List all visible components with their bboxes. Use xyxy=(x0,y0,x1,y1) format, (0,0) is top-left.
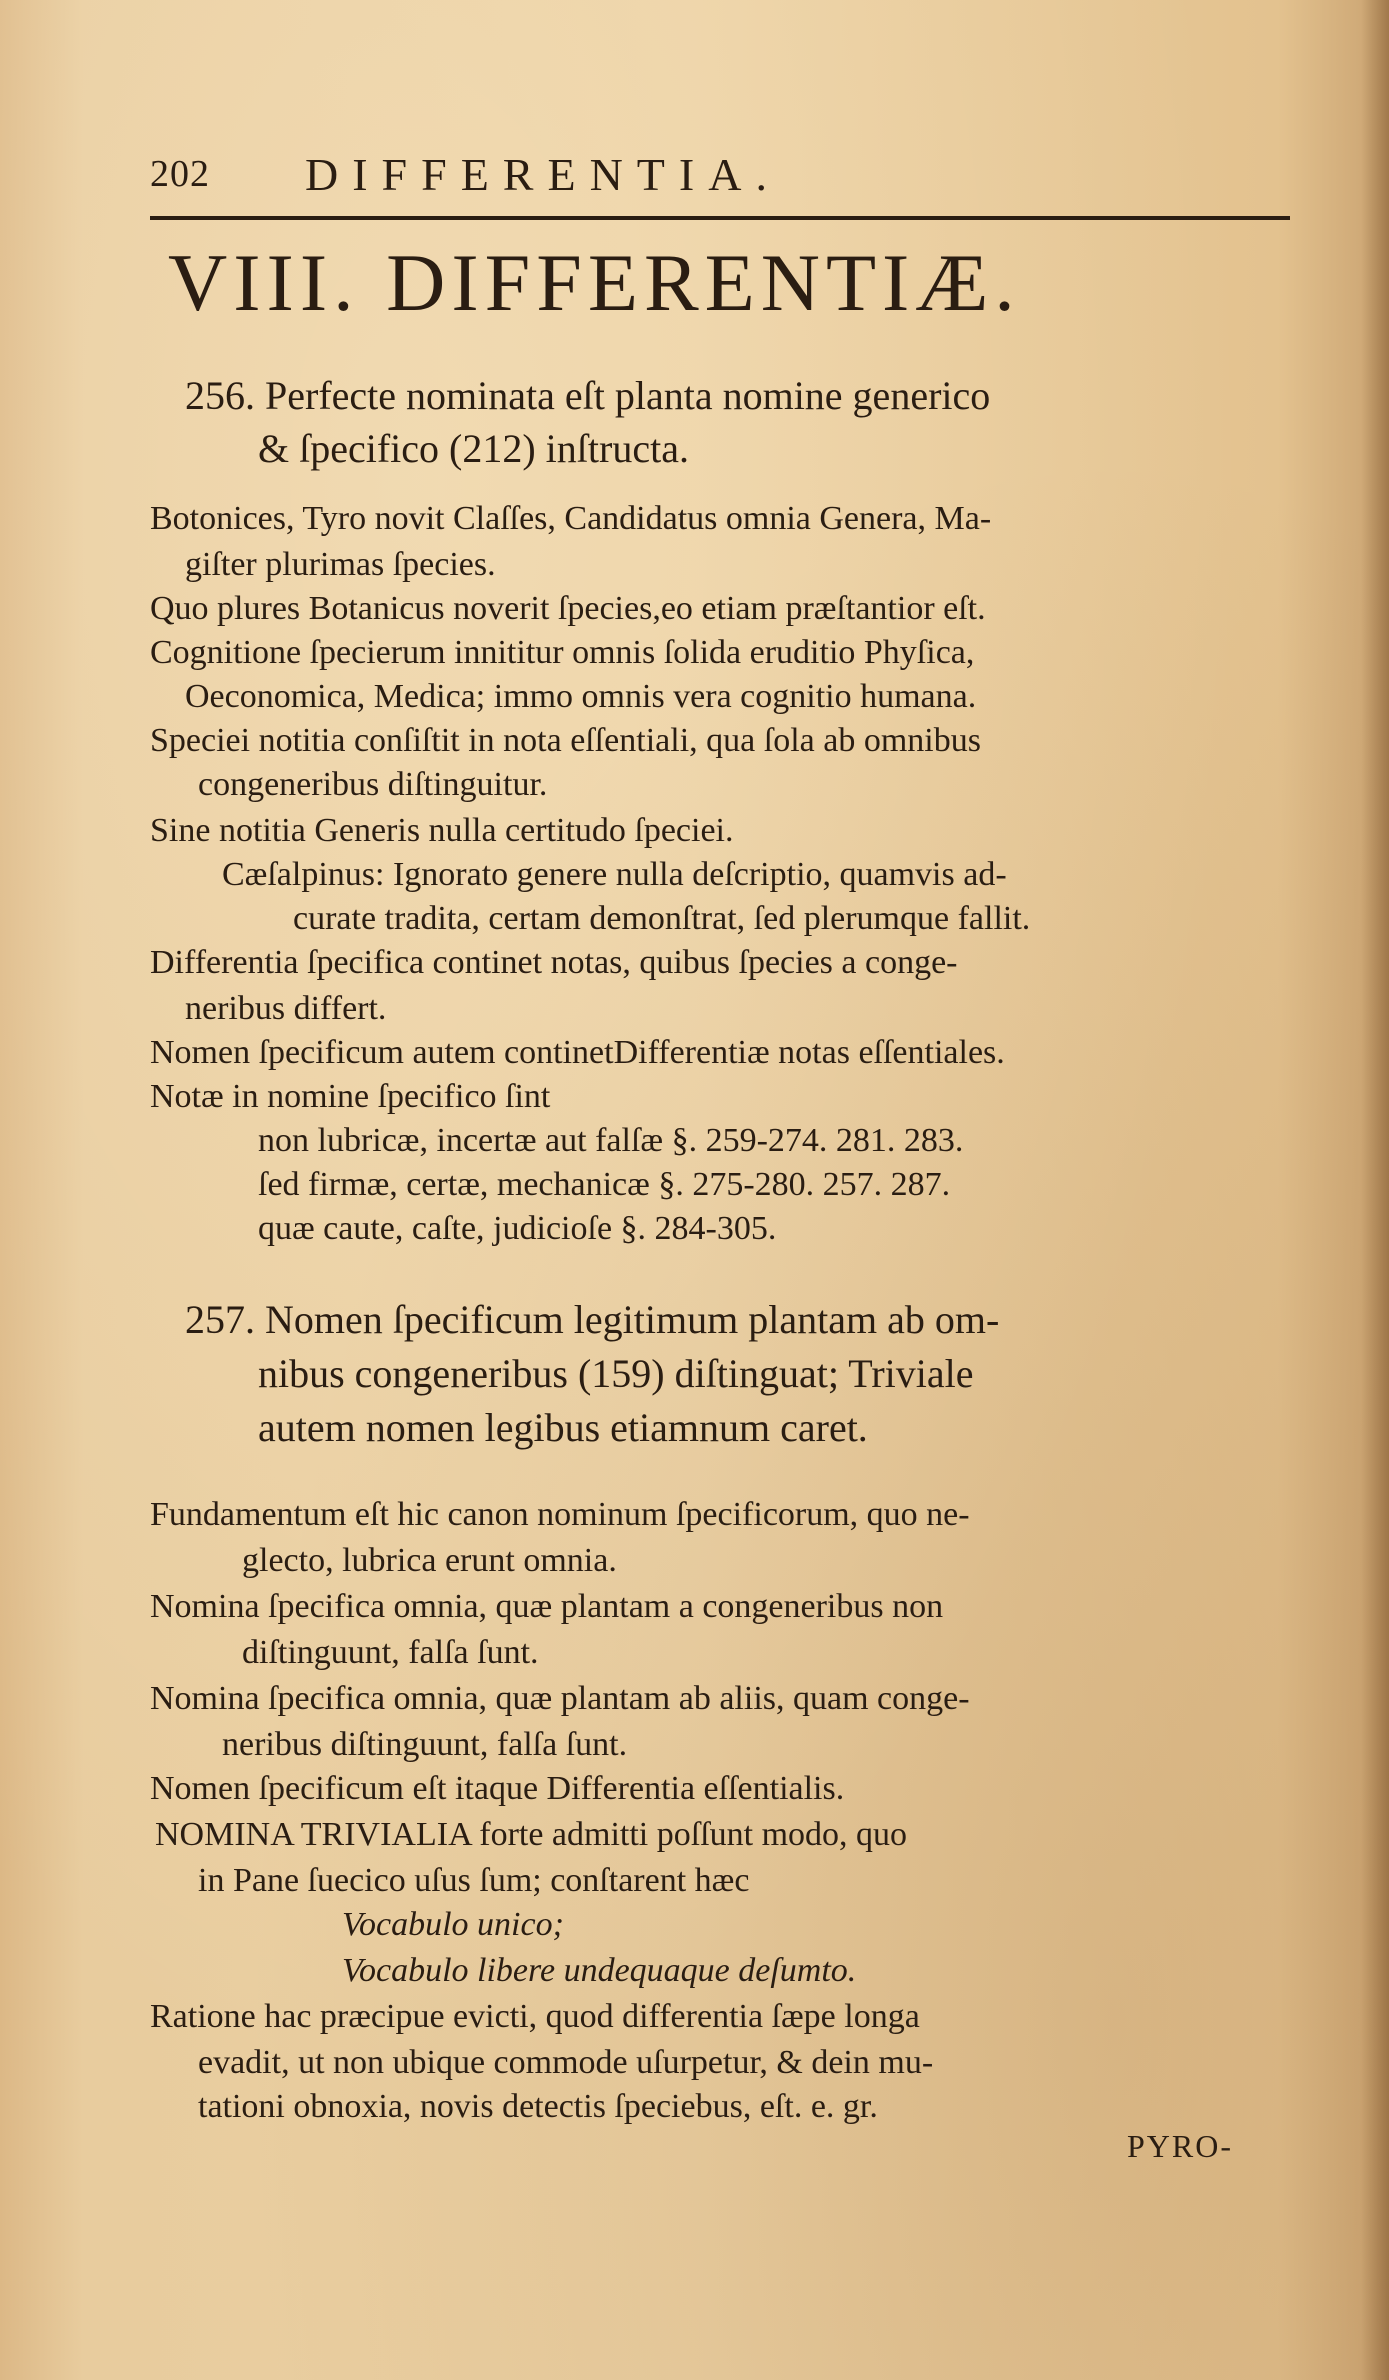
block2-line-10: Vocabulo unico; xyxy=(342,1906,564,1943)
block1-line-9: Cæſalpinus: Ignorato genere nulla deſcriptio, quamvis ad- xyxy=(222,856,1007,893)
section-257-line-2: nibus congeneribus (159) diſtinguat; Triviale xyxy=(258,1351,974,1396)
block2-line-13: evadit, ut non ubique commode uſurpetur, & dein mu- xyxy=(198,2044,934,2081)
block2-line-3: Nomina ſpecifica omnia, quæ plantam a congeneribus non xyxy=(150,1588,944,1625)
section-256-line-2: & ſpecifico (212) inſtructa. xyxy=(258,426,689,471)
block1-line-3: Quo plures Botanicus noverit ſpecies,eo etiam præſtantior eſt. xyxy=(150,590,986,627)
section-257-line-3: autem nomen legibus etiamnum caret. xyxy=(258,1405,868,1450)
block1-line-8: Sine notitia Generis nulla certitudo ſpeciei. xyxy=(150,812,734,849)
block1-line-10: curate tradita, certam demonſtrat, ſed plerumque fallit. xyxy=(293,900,1031,937)
block2-line-6: neribus diſtinguunt, falſa ſunt. xyxy=(222,1726,628,1763)
block1-line-14: Notæ in nomine ſpecifico ſint xyxy=(150,1078,551,1115)
block1-line-7: congeneribus diſtinguitur. xyxy=(198,766,548,803)
running-head: DIFFERENTIA. xyxy=(305,149,781,200)
block2-line-5: Nomina ſpecifica omnia, quæ plantam ab aliis, quam conge- xyxy=(150,1680,970,1717)
block2-line-7: Nomen ſpecificum eſt itaque Differentia eſſentialis. xyxy=(150,1770,845,1807)
block2-line-9: in Pane ſuecico uſus ſum; conſtarent hæc xyxy=(198,1862,750,1899)
block2-line-12: Ratione hac præcipue evicti, quod differentia ſæpe longa xyxy=(150,1998,920,2035)
block1-line-11: Differentia ſpecifica continet notas, quibus ſpecies a conge- xyxy=(150,944,958,981)
chapter-title: VIII. DIFFERENTIÆ. xyxy=(168,237,1021,328)
block1-line-17: quæ caute, caſte, judicioſe §. 284-305. xyxy=(258,1210,777,1247)
catchword: PYRO- xyxy=(1127,2128,1234,2164)
block1-line-2: giſter plurimas ſpecies. xyxy=(185,546,496,583)
block1-line-5: Oeconomica, Medica; immo omnis vera cognitio humana. xyxy=(185,678,977,715)
header-rule xyxy=(150,216,1290,220)
block1-line-4: Cognitione ſpecierum innititur omnis ſolida eruditio Phyſica, xyxy=(150,634,975,671)
block1-line-12: neribus differt. xyxy=(185,990,387,1027)
block2-line-11: Vocabulo libere undequaque deſumto. xyxy=(342,1952,857,1989)
section-257-line-1: 257. Nomen ſpecificum legitimum plantam ab om- xyxy=(185,1297,1000,1342)
block2-line-8: NOMINA TRIVIALIA forte admitti poſſunt modo, quo xyxy=(155,1816,908,1853)
page-edge-shadow xyxy=(1361,0,1389,2380)
block2-line-14: tationi obnoxia, novis detectis ſpeciebus, eſt. e. gr. xyxy=(198,2088,878,2125)
block1-line-1: Botonices, Tyro novit Claſſes, Candidatus omnia Genera, Ma- xyxy=(150,500,992,537)
block2-line-1: Fundamentum eſt hic canon nominum ſpecificorum, quo ne- xyxy=(150,1496,970,1533)
block1-line-6: Speciei notitia conſiſtit in nota eſſentiali, qua ſola ab omnibus xyxy=(150,722,981,759)
block1-line-16: ſed firmæ, certæ, mechanicæ §. 275-280. 257. 287. xyxy=(258,1166,951,1203)
block2-line-2: glecto, lubrica erunt omnia. xyxy=(242,1542,617,1579)
page-header xyxy=(150,148,1290,208)
block1-line-15: non lubricæ, incertæ aut falſæ §. 259-274. 281. 283. xyxy=(258,1122,964,1159)
block1-line-13: Nomen ſpecificum autem continetDifferentiæ notas eſſentiales. xyxy=(150,1034,1005,1071)
page-number: 202 xyxy=(150,153,210,195)
block2-line-4: diſtinguunt, falſa ſunt. xyxy=(242,1634,539,1671)
section-256-line-1: 256. Perfecte nominata eſt planta nomine generico xyxy=(185,373,991,418)
